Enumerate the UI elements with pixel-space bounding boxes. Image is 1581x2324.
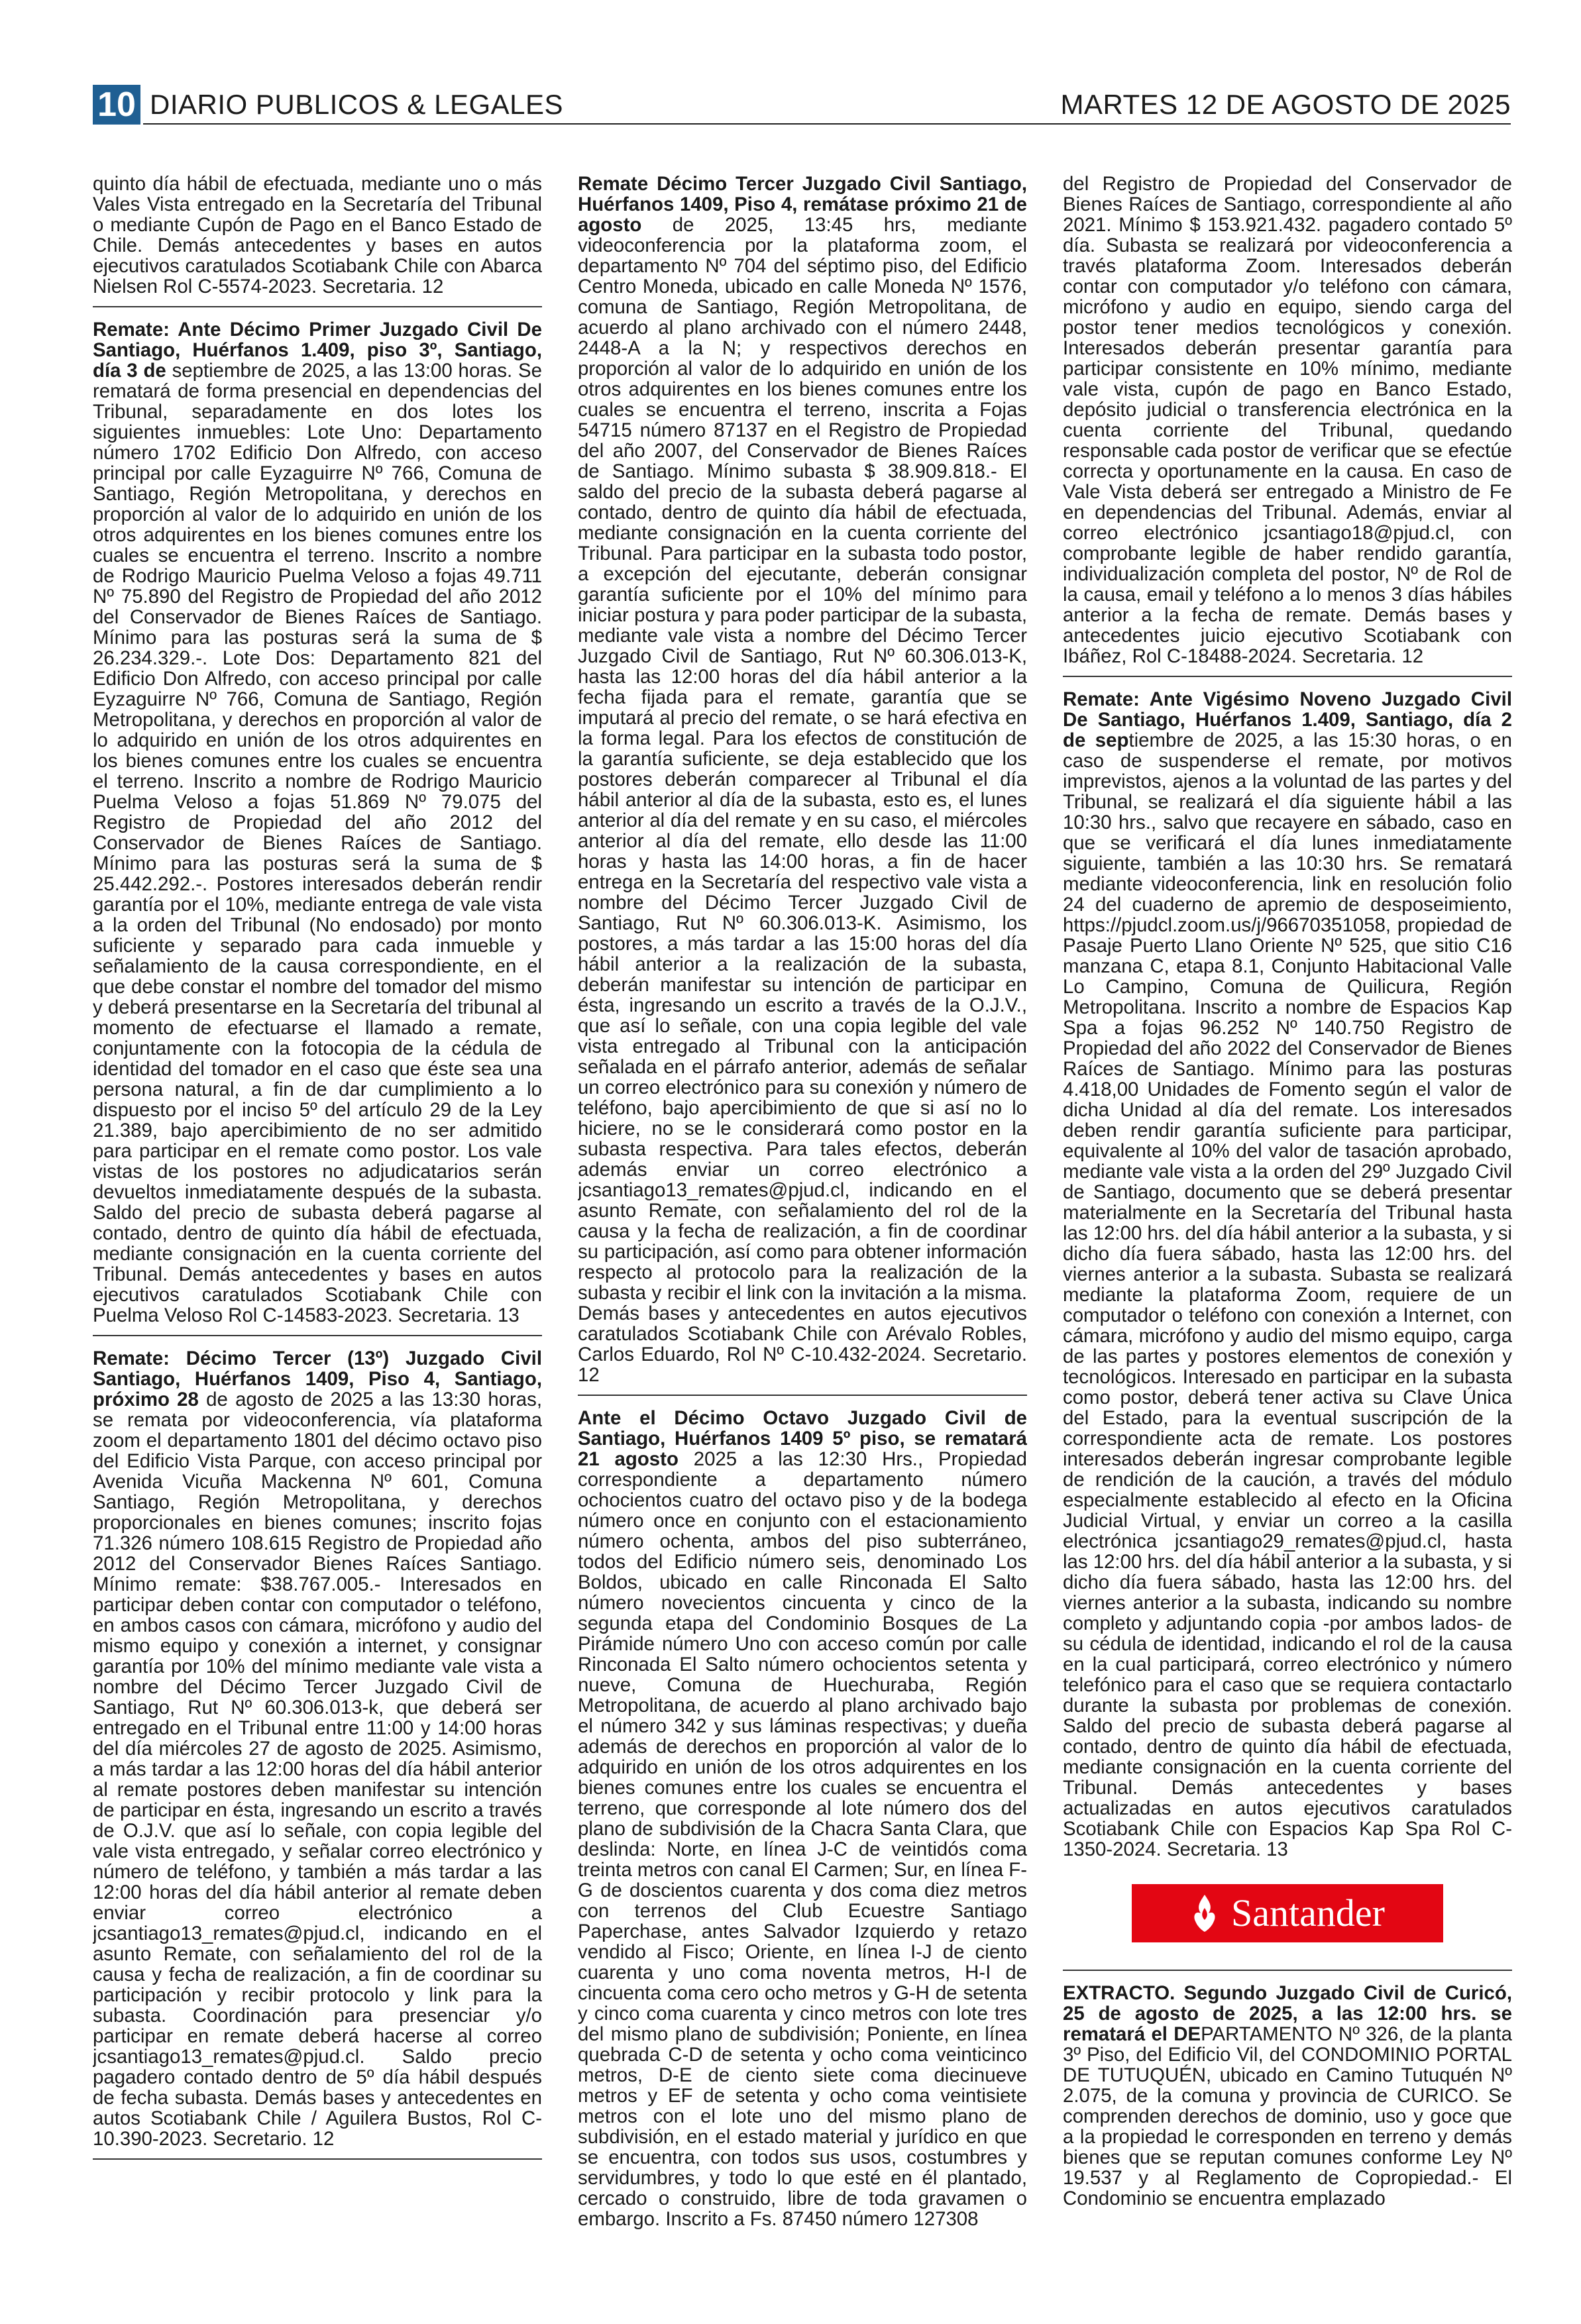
- flame-icon: [1190, 1893, 1219, 1933]
- notice-text: 2025 a las 12:30 Hrs., Propiedad correspondiente a departamento número ochocientos cuatro del octavo piso y de la bodega número once en conjunto con el estacionamiento número ochenta, ambos del piso subterráneo, todos del Edificio número seis, denominado Los Boldos, ubicado en calle Rinconada El Salto número novecientos cincuenta y cinco de la segunda etapa del Condominio Bosques de La Pirámide número Uno con acceso común por calle Rinconada El Salto número ochocientos setenta y nueve, Comuna de Huechuraba, Región Metropolitana, de acuerdo al plano archivado bajo el número 342 y sus láminas respectivas; y dueña además de derechos en proporción al valor de lo adquirido en unión de los otros adquirentes en los bienes comunes entre los cuales se encuentra el terreno, que corresponde al lote número dos del plano de subdivisión de la Chacra Santa Clara, que deslinda: Norte, en línea J-C de veintidós coma treinta metros con canal El Carmen; Sur, en línea F-G de doscientos cuarenta y dos coma diez metros con terrenos del Club Ecuestre Santiago Paperchase, antes Salvador Izquierdo y retazo vendido al Fisco; Oriente, en línea I-J de ciento cuarenta y uno coma noventa metros, H-I de cincuenta coma cero ocho metros y G-H de setenta y cinco coma cuarenta y cinco metros con lote tres del mismo plano de subdivisión; Poniente, en línea quebrada C-D de setenta y ocho coma veinticinco metros, D-E de ciento siete coma diecinueve metros y EF de setenta y ocho coma veintisiete metros con el lote uno del mismo plano de subdivisión, en el estado material y jurídico en que se encuentra, con todos sus usos, costumbres y servidumbres, y todo lo que esté en él plantado, cercado o construido, libre de toda gravamen o embargo. Inscrito a Fs. 87450 número 127308: [578, 1448, 1027, 2230]
- notice-text: septiembre de 2025, a las 13:00 horas. Se rematará de forma presencial en dependencias del Tribunal, separadamente en dos lotes los siguientes inmuebles: Lote Uno: Departamento número 1702 Edificio Don Alfredo, con acceso principal por calle Eyzaguirre Nº 766, Comuna de Santiago, Región Metropolitana, y derechos en proporción al valor de lo adquirido en unión de los otros adquirentes en los bienes comunes entre los cuales se encuentra el terreno. Inscrito a nombre de Rodrigo Mauricio Puelma Veloso a fojas 49.711 Nº 75.890 del Registro de Propiedad del año 2012 del Conservador de Bienes Raíces de Santiago. Mínimo para las posturas será la suma de $ 26.234.329.-. Lote Dos: Departamento 821 del Edificio Don Alfredo, con acceso principal por calle Eyzaguirre Nº 766, Comuna de Santiago, Región Metropolitana, y derechos en proporción al valor de lo adquirido en unión de los otros adquirentes en los bienes comunes entre los cuales se encuentra el terreno. Inscrito a nombre de Rodrigo Mauricio Puelma Veloso a fojas 51.869 Nº 79.075 del Registro de Propiedad del año 2012 del Conservador de Bienes Raíces de Santiago. Mínimo para las posturas será la suma de $ 25.442.292.-. Postores interesados deberán rendir garantía por el 10%, mediante entrega de vale vista a la orden del Tribunal (No endosado) por monto suficiente y separado para cada inmueble y señalamiento de la causa correspondiente, en el que debe constar el nombre del tomador del mismo y deberá presentarse en la Secretaría del tribunal al momento de efectuarse el llamado a remate, conjuntamente con la fotocopia de la cédula de identidad del tomador en el caso que éste sea una persona natural, a fin de dar cumplimiento a lo dispuesto por el inciso 5º del artículo 29 de la Ley 21.389, bajo apercibimiento de no ser admitido para participar en el remate como postor. Los vale vistas de los postores no adjudicatarios serán devueltos inmediatamente después de la subasta. Saldo del precio de subasta deberá pagarse al contado, dentro de quinto día hábil de efectuada, mediante consignación en la cuenta corriente del Tribunal. Demás antecedentes y bases en autos ejecutivos caratulados Scotiabank Chile con Puelma Veloso Rol C-14583-2023. Secretaria. 13: [93, 360, 542, 1326]
- notice-text: tiembre de 2025, a las 15:30 horas, o en caso de suspenderse el remate, por motivos imprevistos, ajenos a la voluntad de las partes y del Tribunal, se realizará el día siguiente hábil a las 10:30 hrs., salvo que recayere en sábado, caso en que se verificará el día lunes inmediatamente siguiente, también a las 10:30 hrs. Se rematará mediante videoconferencia, link en resolución folio 24 del cuaderno de apremio de desposeimiento, https://pjudcl.zoom.us/j/96670351058, propiedad de Pasaje Puerto Llano Oriente Nº 525, que sitio C16 manzana C, etapa 8.1, Conjunto Habitacional Valle Lo Campino, Comuna de Quilicura, Región Metropolitana. Inscrito a nombre de Espacios Kap Spa a fojas 96.252 Nº 140.750 Registro de Propiedad del año 2022 del Conservador de Bienes Raíces de Santiago. Mínimo para las posturas 4.418,00 Unidades de Fomento según el valor de dicha Unidad al día del remate. Los interesados deben rendir garantía suficiente para participar, equivalente al 10% del valor de tasación aprobado, mediante vale vista a la orden del 29º Juzgado Civil de Santiago, documento que se deberá presentar materialmente en la Secretaría del Tribunal hasta las 12:00 hrs. del día hábil anterior a la subasta, y si dicho día fuera sábado, hasta las 12:00 hrs. del viernes anterior a la subasta. Subasta se realizará mediante la plataforma Zoom, requiere de un computador o teléfono con conexión a Internet, con cámara, micrófono y audio del mismo equipo, carga de las partes y postores elementos de conexión y tecnológicos. Interesado en participar en la subasta como postor, deberá tener activa su Clave Única del Estado, para la eventual suscripción de la correspondiente acta de remate. Los postores interesados deberán ingresar comprobante legible de rendición de la caución, a través del módulo especialmente establecido al efecto en la Oficina Judicial Virtual, y enviar un correo a la casilla electrónica jcsantiago29_remates@pjud.cl, hasta las 12:00 hrs. del día hábil anterior a la subasta, y si dicho día fuera sábado, hasta las 12:00 hrs. del viernes anterior a la subasta, indicando su nombre completo y adjuntando copia -por ambos lados- de su cédula de identidad, indicando el rol de la causa en la cual participará, correo electrónico y número telefónico para el caso que se requiera contactarlo durante la subasta por problemas de conexión. Saldo del precio de subasta deberá pagarse al contado, dentro de quinto día hábil de efectuada, mediante consignación en la cuenta corriente del Tribunal. Demás antecedentes y bases actualizadas en autos ejecutivos caratulados Scotiabank Chile con Espacios Kap Spa Rol C-1350-2024. Secretaria. 13: [1063, 729, 1512, 1860]
- notice-text: del Registro de Propiedad del Conservador de Bienes Raíces de Santiago, correspondiente al año 2021. Mínimo $ 153.921.432. pagadero contado 5º día. Subasta se realizará por videoconferencia a través plataforma Zoom. Interesados deberán contar con computador y/o teléfono con cámara, micrófono y audio en equipo, siendo carga del postor tener medios tecnológicos y conexión. Interesados deberán presentar garantía para participar consistente en 10% mínimo, mediante vale vista, cupón de pago en Banco Estado, depósito judicial o transferencia electrónica en la cuenta corriente del Tribunal, quedando responsable cada postor de verificar que se efectúe correcta y oportunamente en la causa. En caso de Vale Vista deberá ser entregado a Ministro de Fe en dependencias del Tribunal. Además, enviar al correo electrónico jcsantiago18@pjud.cl, con comprobante legible de haber rendido garantía, individualización completa del postor, Nº de Rol de la causa, email y teléfono a lo menos 3 días hábiles anterior a la fecha de remate. Demás bases y antecedentes juicio ejecutivo Scotiabank con Ibáñez, Rol C-18488-2024. Secretaria. 12: [1063, 174, 1512, 667]
- notice-divider: [93, 2158, 542, 2160]
- notice-text: PARTAMENTO Nº 326, de la planta 3º Piso, del Edificio Vil, del CONDOMINIO PORTAL DE TUTUQUÉN, ubicado en Camino Tutuquén Nº 2.075, de la comuna y provincia de CURICO. Se comprenden derechos de dominio, uso y goce que a la propiedad le corresponden en terreno y demás bienes que se reputan comunes conforme Ley Nº 19.537 y al Reglamento de Copropiedad.- El Condominio se encuentra emplazado: [1063, 2023, 1512, 2209]
- notice-continuation: [1063, 174, 1512, 666]
- notice-heading: EXTRACTO. Segundo Juzgado Civil de Curicó, 25 de agosto de 2025, a las 12:00 hrs. se rematará el DE: [1063, 1982, 1512, 2045]
- page-number: 10: [93, 85, 140, 125]
- notice-item: [93, 319, 542, 1326]
- notice-item: [1063, 1983, 1512, 2209]
- notice-item: [578, 1408, 1027, 2229]
- notice-item: [578, 174, 1027, 1385]
- notice-heading: Remate Décimo Tercer Juzgado Civil Santiago, Huérfanos 1409, Piso 4, remátase próximo 21 de agosto: [578, 174, 1027, 236]
- issue-date: MARTES 12 DE AGOSTO DE 2025: [1060, 89, 1511, 120]
- notice-divider: [93, 1335, 542, 1336]
- notice-heading: Remate: Ante Vigésimo Noveno Juzgado Civil De Santiago, Huérfanos 1.409, Santiago, día 2 de sep: [1063, 688, 1512, 751]
- notice-text: quinto día hábil de efectuada, mediante uno o más Vales Vista entregado en la Secretaría del Tribunal o mediante Cupón de Pago en el Banco Estado de Chile. Demás antecedentes y bases en autos ejecutivos caratulados Scotiabank Chile con Abarca Nielsen Rol C-5574-2023. Secretaria. 12: [93, 174, 542, 297]
- santander-logo: [1132, 1884, 1443, 1942]
- page-header: [93, 85, 1511, 125]
- santander-wordmark: Santander: [1231, 1891, 1385, 1934]
- column-2: [578, 174, 1027, 2274]
- santander-ad: [1063, 1874, 1512, 1952]
- notice-item: [1063, 689, 1512, 1860]
- notice-heading: Remate: Ante Décimo Primer Juzgado Civil De Santiago, Huérfanos 1.409, piso 3º, Santiago, día 3 de: [93, 319, 542, 382]
- notice-item: [93, 1348, 542, 2149]
- notice-text: de agosto de 2025 a las 13:30 horas, se remata por videoconferencia, vía plataforma zoom el departamento 1801 del décimo octavo piso del Edificio Vista Parque, con acceso principal por Avenida Vicuña Mackenna Nº 601, Comuna Santiago, Región Metropolitana, y derechos proporcionales en bienes comunes; inscrito fojas 71.326 número 108.615 Registro de Propiedad año 2012 del Conservador Bienes Raíces Santiago. Mínimo remate: $38.767.005.- Interesados en participar deben contar con computador o teléfono, en ambos casos con cámara, micrófono y audio del mismo equipo y conexión a internet, y consignar garantía por 10% del mínimo mediante vale vista a nombre del Décimo Tercer Juzgado Civil de Santiago, Rut Nº 60.306.013-k, que deberá ser entregado en el Tribunal entre 11:00 y 14:00 horas del día miércoles 27 de agosto de 2025. Asimismo, a más tardar a las 12:00 horas del día hábil anterior al remate postores deben manifestar su intención de participar en ésta, ingresando un escrito a través de O.J.V. que así lo señale, con copia legible del vale vista entregado, y señalar correo electrónico y número de teléfono, y también a más tardar a las 12:00 horas del día hábil anterior al remate deben enviar correo electrónico a jcsantiago13_remates@pjud.cl, indicando en el asunto Remate, con señalamiento del rol de la causa y fecha de realización, a fin de coordinar su participación y recibir protocolo y link para la subasta. Coordinación para presenciar y/o participar en remate deberá hacerse al correo jcsantiago13_remates@pjud.cl. Saldo precio pagadero contado dentro de 5º día hábil después de fecha subasta. Demás bases y antecedentes en autos Scotiabank Chile / Aguilera Bustos, Rol C-10.390-2023. Secretario. 12: [93, 1389, 542, 2150]
- header-rule: [143, 123, 1511, 125]
- notice-divider: [1063, 1970, 1512, 1971]
- section-title: DIARIO PUBLICOS & LEGALES: [150, 89, 564, 120]
- column-3: [1063, 174, 1512, 2274]
- notice-text: de 2025, 13:45 hrs, mediante videoconferencia por la plataforma zoom, el departamento Nº 704 del séptimo piso, del Edificio Centro Moneda, ubicado en calle Moneda Nº 1576, comuna de Santiago, Región Metropolitana, de acuerdo al plano archivado con el número 2448, 2448-A a la N; y respectivos derechos en proporción al valor de lo adquirido en unión de los otros adquirentes en los bienes comunes entre los cuales se encuentra el terreno, inscrita a Fojas 54715 número 87137 en el Registro de Propiedad del año 2007, del Conservador de Bienes Raíces de Santiago. Mínimo subasta $ 38.909.818.- El saldo del precio de la subasta deberá pagarse al contado, dentro de quinto día hábil de efectuada, mediante consignación en la cuenta corriente del Tribunal. Para participar en la subasta todo postor, a excepción del ejecutante, deberán consignar garantía suficiente por el 10% del mínimo para iniciar postura y para poder participar de la subasta, mediante vale vista a nombre del Décimo Tercer Juzgado Civil de Santiago, Rut Nº 60.306.013-K, hasta las 12:00 horas del día hábil anterior a la fecha fijada para el remate, garantía que se imputará al precio del remate, o se hará efectiva en la forma legal. Para los efectos de constitución de la garantía suficiente, se deja establecido que los postores deberán comparecer al Tribunal el día hábil anterior al día de la subasta, esto es, el lunes anterior al día del remate y en su caso, el miércoles anterior al día del remate, ello desde las 11:00 horas y hasta las 14:00 horas, a fin de hacer entrega en la Secretaría del respectivo vale vista a nombre del Décimo Tercer Juzgado Civil de Santiago, Rut Nº 60.306.013-K. Asimismo, los postores, a más tardar a las 15:00 horas del día hábil anterior a la realización de la subasta, deberán manifestar su intención de participar en ésta, ingresando un escrito a través de la O.J.V., que así lo señale, con una copia legible del vale vista entregado al Tribunal con la anticipación señalada en el párrafo anterior, además de señalar un correo electrónico para su conexión y número de teléfono, bajo apercibimiento de que si así no lo hiciere, no se le considerará como postor en la subasta respectiva. Para tales efectos, deberán además enviar un correo electrónico a jcsantiago13_remates@pjud.cl, indicando en el asunto Remate, con señalamiento del rol de la causa y la fecha de realización, a fin de coordinar su participación, así como para obtener información respecto al protocolo para la realización de la subasta y recibir el link con la invitación a la misma. Demás bases y antecedentes en autos ejecutivos caratulados Scotiabank Chile con Arévalo Robles, Carlos Eduardo, Rol Nº C-10.432-2024. Secretario. 12: [578, 214, 1027, 1386]
- notice-continuation: [93, 174, 542, 297]
- notice-divider: [1063, 676, 1512, 677]
- notice-heading: Remate: Décimo Tercer (13º) Juzgado Civil Santiago, Huérfanos 1409, Piso 4, Santiago, próximo 28: [93, 1347, 542, 1410]
- notice-divider: [93, 306, 542, 307]
- column-1: [93, 174, 542, 2274]
- notice-heading: Ante el Décimo Octavo Juzgado Civil de Santiago, Huérfanos 1409 5º piso, se rematará 21 agosto: [578, 1407, 1027, 1470]
- notice-divider: [578, 1395, 1027, 1396]
